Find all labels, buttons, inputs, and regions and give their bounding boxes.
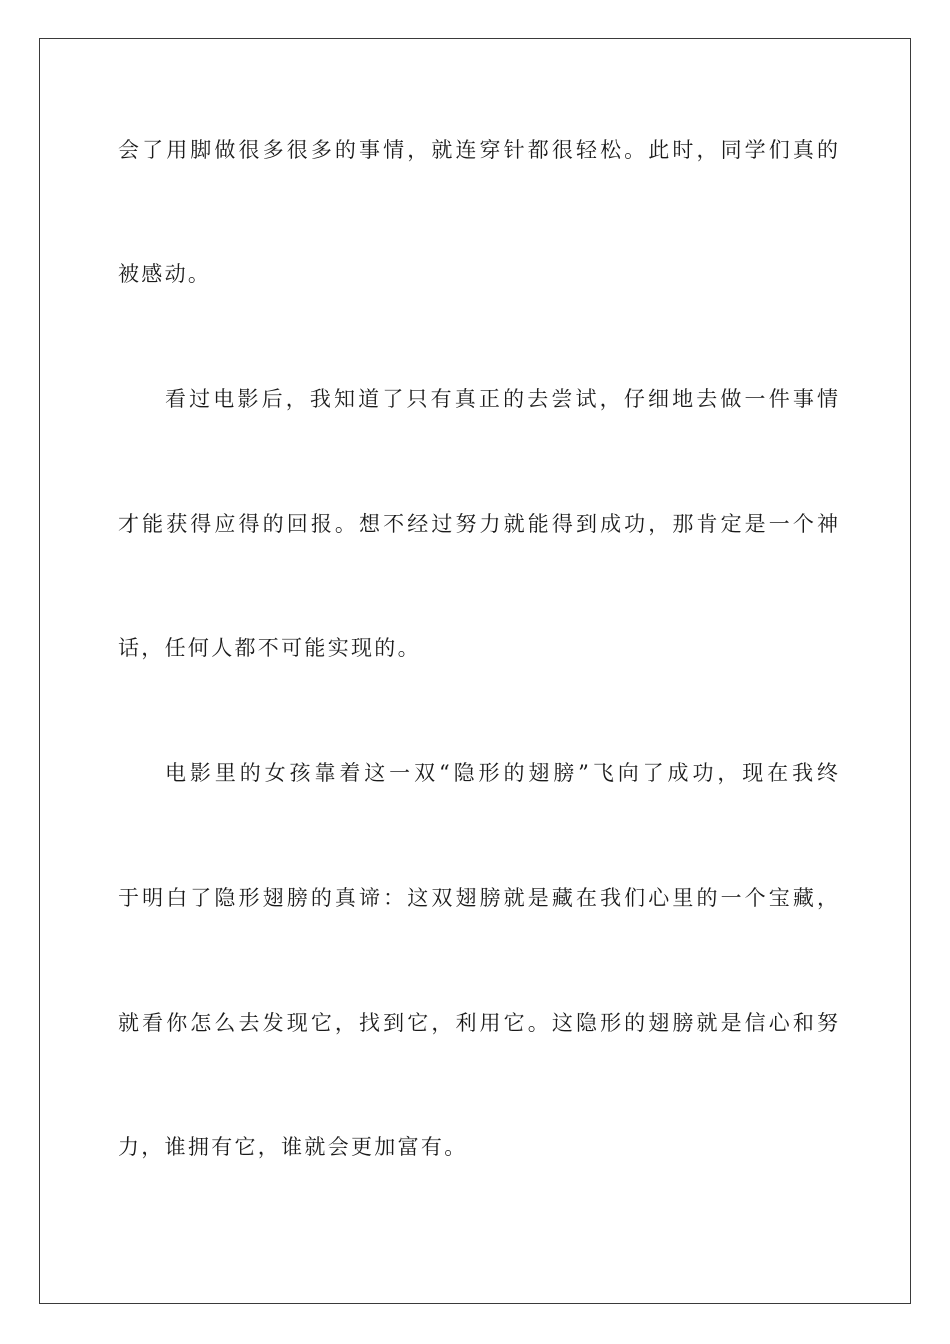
page-border xyxy=(39,38,911,1304)
paragraph-start-line: 看过电影后，我知道了只有真正的去尝试，仔细地去做一件事情 xyxy=(165,387,838,411)
text-line: 被感动。 xyxy=(118,262,212,286)
text-line: 就看你怎么去发现它，找到它，利用它。这隐形的翅膀就是信心和努 xyxy=(118,1011,838,1035)
text-line: 才能获得应得的回报。想不经过努力就能得到成功，那肯定是一个神 xyxy=(118,512,838,536)
text-line: 话，任何人都不可能实现的。 xyxy=(118,636,421,660)
text-line: 力，谁拥有它，谁就会更加富有。 xyxy=(118,1135,468,1159)
text-line: 于明白了隐形翅膀的真谛：这双翅膀就是藏在我们心里的一个宝藏， xyxy=(118,886,838,910)
text-line: 会了用脚做很多很多的事情，就连穿针都很轻松。此时，同学们真的 xyxy=(118,138,838,162)
paragraph-start-line: 电影里的女孩靠着这一双“隐形的翅膀”飞向了成功，现在我终 xyxy=(165,761,838,785)
